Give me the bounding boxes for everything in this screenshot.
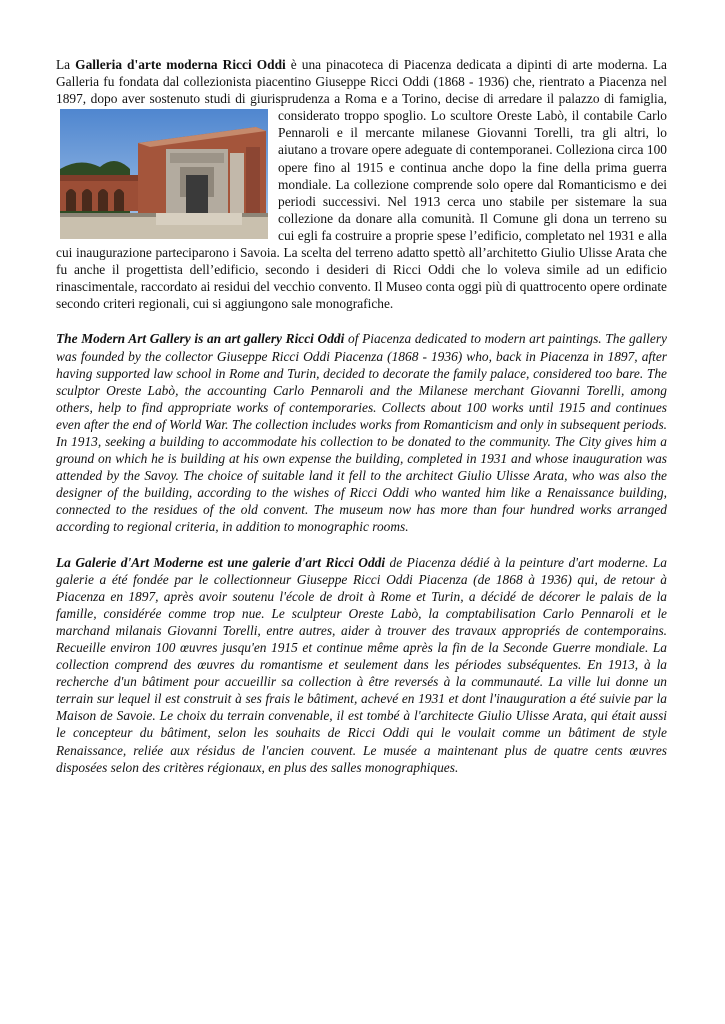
italian-body-rest: arredare il palazzo di famiglia, considerato troppo spoglio. Lo scultore Oreste Labò, il contabile Carlo Pennaroli e il mercante milanese Giovanni Torelli, tra gli altri, lo aiutano a trovare opere adeguate di contemporanei. Colleziona circa 100 opere fino al 1915 e continua anche dopo la fine della prima guerra mondiale. La collezione comprende solo opere dal Romanticismo e dei periodi successivi. Nel 1913 cerca uno stabile per sistemare la sua collezione da donare alla comunità. Il Comune gli dona un terreno su cui egli fa costruire a proprie spese l’edificio, completato nel 1931 e alla cui inaugurazione parteciparono i Savoia. La scelta del terreno adatto spettò all’architetto Giulio Ulisse Arata che fu anche il progettista dell’edificio, secondo i desideri di Ricci Oddi che lo voleva simile ad un edificio rinascimentale, raccordato ai residui del vecchio convento. Il Museo conta oggi più di quattrocento opere ordinate secondo criteri regionali, cui si aggiungono sale monografiche. [56, 91, 667, 312]
italian-body-intro: è una pinacoteca di Piacenza dedicata a dipinti di arte moderna. La Galleria fu fondata dal collezionista piacentino Giuseppe Ricci Oddi (1868 - 1936) che, rientrato a Piacenza nel 1897, dopo aver sostenuto studi di giurisprudenza a Roma e a Torino, decise di [56, 57, 667, 107]
english-body: of Piacenza dedicated to modern art paintings. The gallery was founded by the collector Giuseppe Ricci Oddi Piacenza (1868 - 1936) who, back in Piacenza in 1897, after having supported law school in Rome and Turin, decided to decorate the family palace, considered too bare. The sculptor Oreste Labò, the accounting Carlo Pennaroli and the Milanese merchant Giovanni Torelli, among others, help to find appropriate works of contemporaries. Collects about 100 works until 1915 and continues even after the end of World War. The collection includes works from Romanticism and only in subsequent periods. In 1913, seeking a building to accommodate his collection to be donated to the community. The City gives him a ground on which he is building at his own expense the building, completed in 1931 and whose inauguration was attended by the Savoy. The choice of suitable land it fell to the architect Giulio Ulisse Arata, who was also the designer of the building, according to the wishes of Ricci Oddi who wanted him like a Renaissance building, connected to the residues of the old convent. The museum now has more than four hundred works arranged according to regional criteria, in addition to monographic rooms. [56, 331, 667, 535]
french-title: La Galerie d'Art Moderne est une galerie d'art Ricci Oddi [56, 554, 386, 570]
italian-lead: La [56, 57, 76, 72]
french-paragraph [56, 554, 667, 776]
english-title: The Modern Art Gallery is an art gallery Ricci Oddi [56, 331, 345, 347]
english-paragraph [56, 330, 667, 535]
french-body: de Piacenza dédié à la peinture d'art moderne. La galerie a été fondée par le collectionneur Giuseppe Ricci Oddi Piacenza (de 1868 à 1936) qui, de retour à Piacenza en 1897, après avoir soutenu l'école de droit à Rome et Turin, a décidé de décorer le palais de la famille, considérée comme trop nue. Le sculpteur Oreste Labò, la comptabilisation Carlo Pennaroli et le marchand milanais Giovanni Torelli, entre autres, aider à trouver des travaux appropriés de contemporains. Recueille environ 100 œuvres jusqu'en 1915 et continue même après la fin de la Seconde Guerre mondiale. La collection comprend des œuvres du romantisme et seulement dans les périodes subséquentes. En 1913, à la recherche d'un bâtiment pour accueillir sa collection à être reversés à la communauté. La ville lui donne un terrain sur lequel il est construit à ses frais le bâtiment, achevé en 1931 et dont l'inauguration a été suivie par la Maison de Savoie. Le choix du terrain convenable, il est tombé à l'architecte Giulio Ulisse Arata, qui était aussi le concepteur du bâtiment, selon les souhaits de Ricci Oddi qui le voulait comme un bâtiment de style Renaissance, reliée aux résidus de l'ancien couvent. Le musée a maintenant plus de quatre cents œuvres disposées selon des critères régionaux, en plus des salles monographiques. [56, 554, 667, 775]
document-page [56, 56, 667, 776]
italian-paragraph [56, 56, 667, 312]
italian-title: Galleria d'arte moderna Ricci Oddi [75, 57, 286, 72]
gallery-building-photo [60, 109, 268, 239]
